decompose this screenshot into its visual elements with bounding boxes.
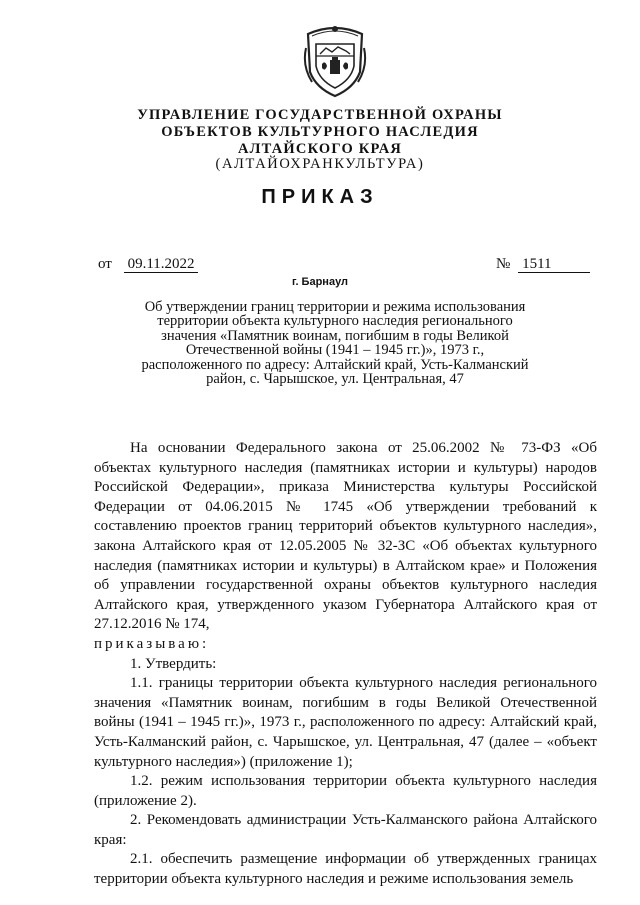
coat-of-arms-emblem [302, 20, 368, 98]
subject-line: расположенного по адресу: Алтайский край, Усть-Калманский [141, 356, 529, 373]
order-body [94, 439, 597, 890]
number-value: 1511 [518, 256, 590, 273]
clause-1-1: 1.1. границы территории объекта культурного наследия регионального значения «Памятник воинам, погибшим в годы Великой Отечественной войны (1941 – 1945 гг.)», 1973 г., расположенного по адресу: Алтайский край, Усть-Калманский район, с. Чарышское, ул. Центральная, 47 (далее – «объект культурного наследия») (приложение 1); [94, 675, 597, 770]
subject-line: значения «Памятник воинам, погибшим в годы Великой [161, 327, 509, 344]
date-prefix: от [98, 256, 112, 272]
order-word: приказываю: [94, 635, 210, 652]
preamble-paragraph: На основании Федерального закона от 25.06.2002 № 73-ФЗ «Об объектах культурного наследия (памятниках истории и культуры) народов Российской Федерации», приказа Министерства культуры Российской Федерации от 04.06.2015 № 1745 «Об утверждении требований к составлению проектов границ территорий объектов культурного наследия», закона Алтайского края от 12.05.2005 № 32-ЗС «Об объектах культурного наследия (памятниках истории и культуры) в Алтайском крае» и Положения об управлении государственной охраны объектов культурного наследия Алтайского края, утвержденного указом Губернатора Алтайского края от 27.12.2016 № 174, [94, 440, 597, 633]
clause-1-2: 1.2. режим использования территории объекта культурного наследия (приложение 2). [94, 773, 597, 809]
subject-line: район, с. Чарышское, ул. Центральная, 47 [206, 371, 464, 388]
clause-1: 1. Утвердить: [130, 655, 217, 672]
order-date [98, 256, 198, 273]
document-type-title: ПРИКАЗ [261, 186, 379, 208]
org-name-line-2: ОБЪЕКТОВ КУЛЬТУРНОГО НАСЛЕДИЯ [161, 124, 479, 140]
clause-2-1: 2.1. обеспечить размещение информации об утвержденных границах территории объекта культурного наследия и режиме использования земель [94, 851, 597, 888]
org-short-name: (АЛТАЙОХРАНКУЛЬТУРА) [215, 156, 425, 172]
subject-line: Отечественной войны (1941 – 1945 гг.)», 1973 г., [185, 342, 485, 359]
date-value: 09.11.2022 [124, 256, 198, 273]
org-name-line-3: АЛТАЙСКОГО КРАЯ [237, 141, 403, 157]
subject-line: Об утверждении границ территории и режима использования [144, 299, 526, 315]
city-label: г. Барнаул [291, 276, 349, 288]
subject-line: территории объекта культурного наследия регионального [157, 313, 513, 330]
number-prefix: № [496, 256, 511, 272]
clause-2: 2. Рекомендовать администрации Усть-Калманского района Алтайского края: [94, 812, 597, 848]
order-number [496, 256, 590, 273]
order-subject [120, 300, 550, 386]
org-name-line-1: УПРАВЛЕНИЕ ГОСУДАРСТВЕННОЙ ОХРАНЫ [137, 107, 503, 123]
